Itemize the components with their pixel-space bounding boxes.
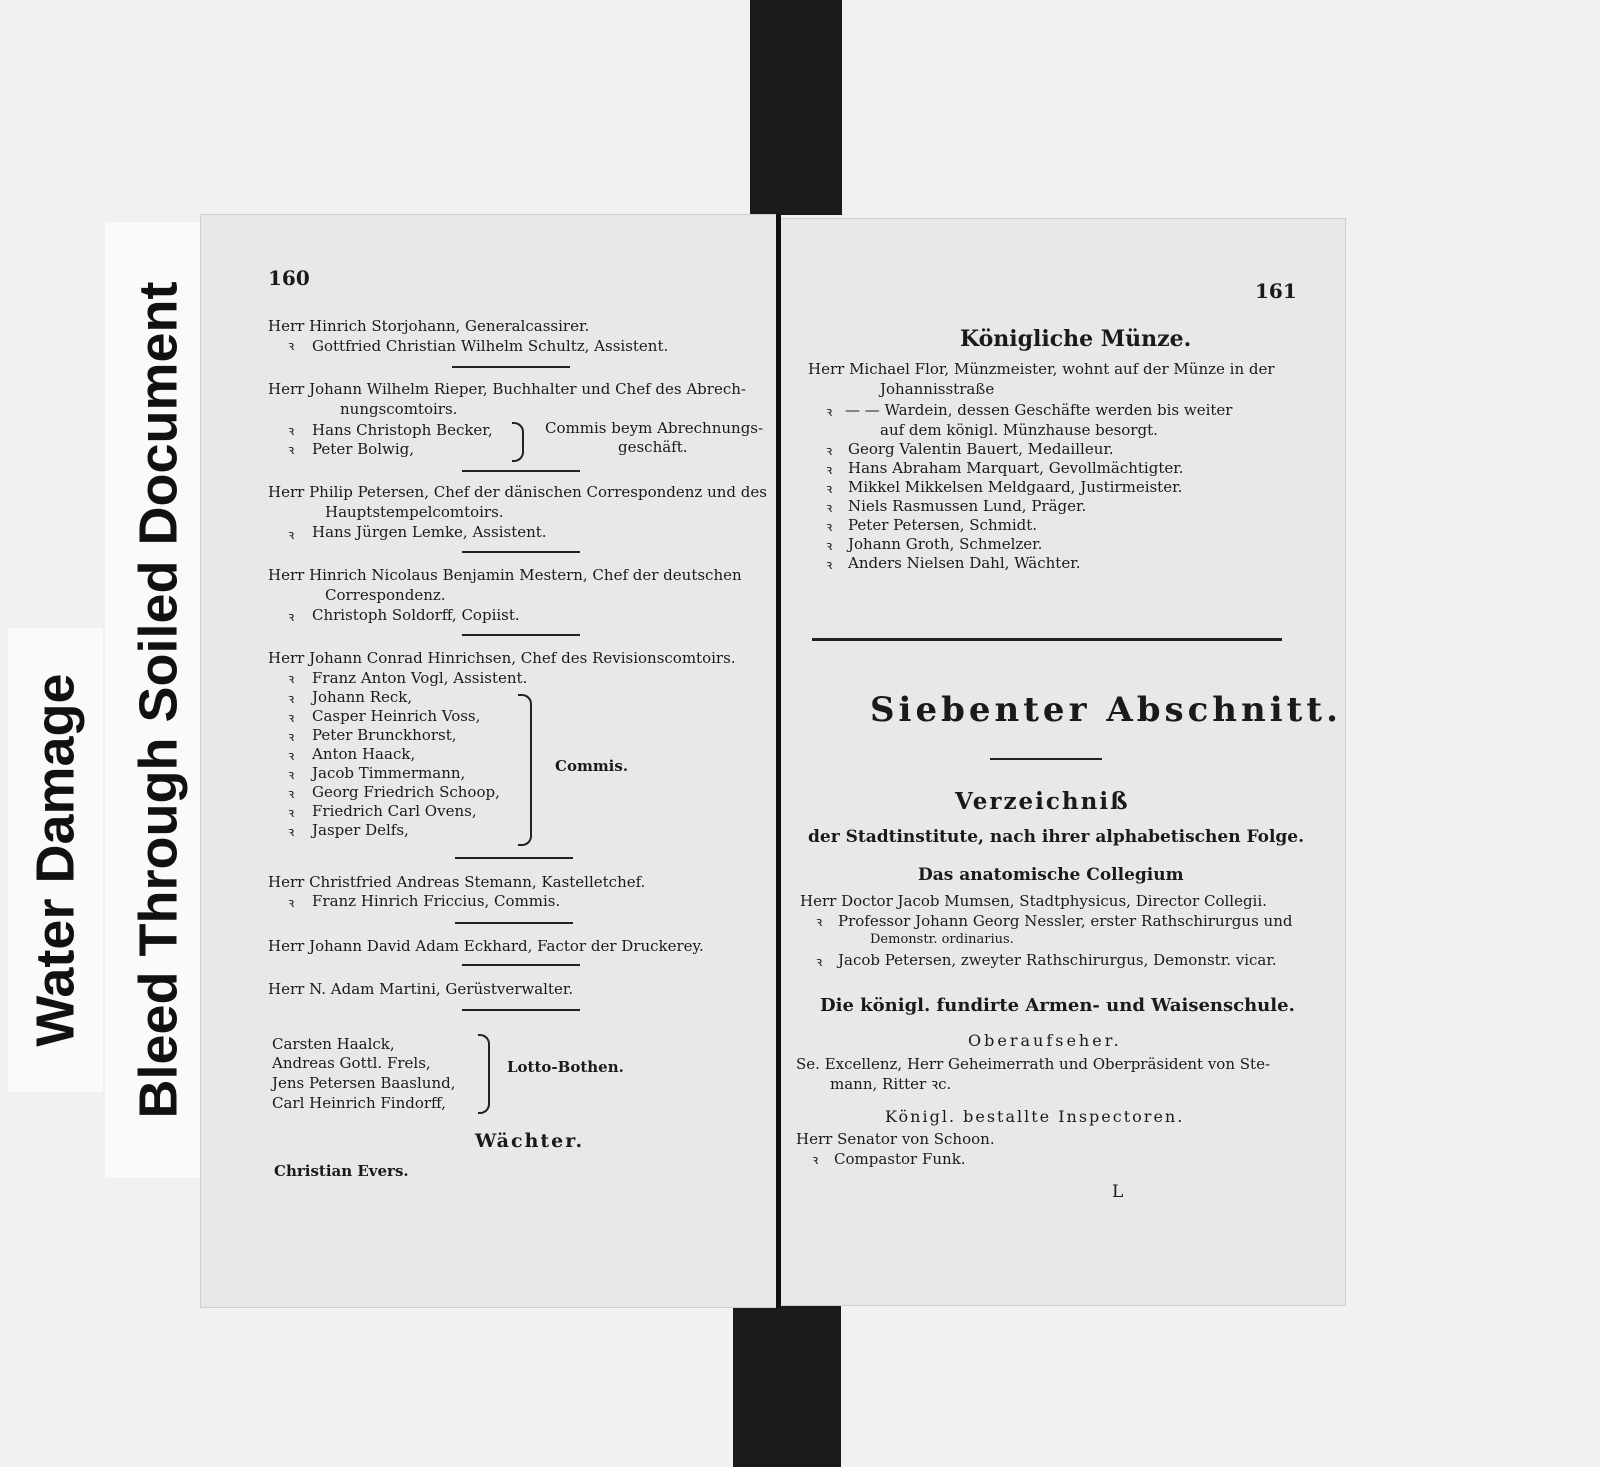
text-line: der Stadtinstitute, nach ihrer alphabetischen Folge.	[808, 827, 1305, 847]
section-heading: Königl. bestallte Inspectoren.	[885, 1107, 1185, 1126]
text-line: Peter Brunckhorst,	[312, 726, 457, 744]
binding-strip-bottom	[733, 1305, 841, 1467]
text-line: nungscomtoirs.	[340, 400, 458, 418]
text-line: Jacob Petersen, zweyter Rathschirurgus, Demonstr. vicar.	[838, 951, 1277, 969]
section-rule	[462, 551, 580, 553]
ditto-mark: ꝛ	[816, 915, 823, 930]
ditto-mark: ꝛ	[826, 482, 833, 497]
section-heading: Wächter.	[475, 1130, 585, 1152]
text-line: Compastor Funk.	[834, 1150, 966, 1168]
text-line: Correspondenz.	[325, 586, 446, 604]
ditto-mark: ꝛ	[826, 558, 833, 573]
catchword: L	[1112, 1182, 1124, 1202]
brace	[518, 694, 532, 846]
text-line: Herr Johann Conrad Hinrichsen, Chef des Revisionscomtoirs.	[268, 649, 736, 667]
text-line: Carsten Haalck,	[272, 1035, 395, 1053]
text-line: Gottfried Christian Wilhelm Schultz, Assistent.	[312, 337, 669, 355]
ditto-mark: ꝛ	[826, 405, 833, 420]
text-line: Herr Hinrich Storjohann, Generalcassirer.	[268, 317, 590, 335]
text-line: Demonstr. ordinarius.	[870, 932, 1014, 947]
bleed-through-label: Bleed Through Soiled Document	[128, 281, 189, 1119]
text-line: Georg Valentin Bauert, Medailleur.	[848, 440, 1114, 458]
ditto-mark: ꝛ	[288, 806, 295, 821]
section-rule	[462, 470, 580, 472]
ditto-mark: ꝛ	[288, 692, 295, 707]
ditto-mark: ꝛ	[288, 787, 295, 802]
text-line: Anton Haack,	[312, 745, 416, 763]
text-line: Jens Petersen Baaslund,	[272, 1074, 456, 1092]
brace	[478, 1034, 490, 1114]
page-gutter	[776, 214, 781, 1308]
text-line: Lotto-Bothen.	[507, 1058, 624, 1076]
text-line: Casper Heinrich Voss,	[312, 707, 481, 725]
text-line: Hans Jürgen Lemke, Assistent.	[312, 523, 547, 541]
section-rule	[455, 857, 573, 859]
ditto-mark: ꝛ	[288, 711, 295, 726]
text-line: Niels Rasmussen Lund, Präger.	[848, 497, 1087, 515]
text-line: Commis.	[555, 757, 629, 775]
water-damage-label: Water Damage	[25, 673, 86, 1047]
text-line: Herr Senator von Schoon.	[796, 1130, 995, 1148]
text-line: Herr Philip Petersen, Chef der dänischen Correspondenz und des	[268, 483, 767, 501]
bleed-through-panel	[105, 222, 212, 1178]
text-line: Mikkel Mikkelsen Meldgaard, Justirmeister.	[848, 478, 1183, 496]
section-rule	[462, 634, 580, 636]
text-line: Commis beym Abrechnungs-	[545, 419, 764, 437]
ditto-mark: ꝛ	[288, 528, 295, 543]
ditto-mark: ꝛ	[288, 825, 295, 840]
text-line: Christian Evers.	[274, 1162, 409, 1180]
section-rule	[462, 964, 580, 966]
chapter-title: Siebenter Abschnitt.	[870, 690, 1342, 730]
text-line: Herr Christfried Andreas Stemann, Kastelletchef.	[268, 873, 646, 891]
ditto-mark: ꝛ	[288, 672, 295, 687]
right-page-number: 161	[1255, 279, 1297, 303]
text-line: Peter Petersen, Schmidt.	[848, 516, 1038, 534]
ditto-mark: ꝛ	[288, 730, 295, 745]
text-line: Franz Hinrich Friccius, Commis.	[312, 892, 561, 910]
text-line: Herr Hinrich Nicolaus Benjamin Mestern, Chef der deutschen	[268, 566, 742, 584]
ditto-mark: ꝛ	[812, 1153, 819, 1168]
text-line: Herr Michael Flor, Münzmeister, wohnt auf der Münze in der	[808, 360, 1275, 378]
section-rule	[462, 1009, 580, 1011]
binding-strip-top	[750, 0, 842, 215]
text-line: Se. Excellenz, Herr Geheimerrath und Oberpräsident von Ste-	[796, 1055, 1271, 1073]
text-line: Herr Doctor Jacob Mumsen, Stadtphysicus, Director Collegii.	[800, 892, 1267, 910]
text-line: mann, Ritter ꝛc.	[830, 1075, 952, 1093]
text-line: Jacob Timmermann,	[312, 764, 466, 782]
ditto-mark: ꝛ	[288, 749, 295, 764]
ditto-mark: ꝛ	[288, 443, 295, 458]
text-line: Christoph Soldorff, Copiist.	[312, 606, 520, 624]
text-line: Johannisstraße	[880, 380, 995, 398]
text-line: Andreas Gottl. Frels,	[272, 1054, 431, 1072]
text-line: Anders Nielsen Dahl, Wächter.	[848, 554, 1081, 572]
text-line: Hans Christoph Becker,	[312, 421, 493, 439]
ditto-mark: ꝛ	[826, 539, 833, 554]
section-heading: Oberaufseher.	[968, 1031, 1122, 1050]
section-heading: Das anatomische Collegium	[918, 865, 1184, 885]
ditto-mark: ꝛ	[826, 444, 833, 459]
water-damage-panel	[8, 628, 103, 1092]
section-rule	[990, 758, 1102, 760]
ditto-mark: ꝛ	[288, 896, 295, 911]
text-line: — — Wardein, dessen Geschäfte werden bis weiter	[845, 401, 1233, 419]
text-line: Carl Heinrich Findorff,	[272, 1094, 446, 1112]
text-line: Herr N. Adam Martini, Gerüstverwalter.	[268, 980, 574, 998]
text-line: Professor Johann Georg Nessler, erster Rathschirurgus und	[838, 912, 1293, 930]
section-rule	[455, 922, 573, 924]
text-line: Georg Friedrich Schoop,	[312, 783, 500, 801]
section-heading: Die königl. fundirte Armen- und Waisenschule.	[820, 995, 1295, 1016]
text-line: Hans Abraham Marquart, Gevollmächtigter.	[848, 459, 1184, 477]
ditto-mark: ꝛ	[288, 339, 295, 354]
section-rule	[452, 366, 570, 368]
text-line: Franz Anton Vogl, Assistent.	[312, 669, 528, 687]
text-line: auf dem königl. Münzhause besorgt.	[880, 421, 1158, 439]
text-line: Herr Johann David Adam Eckhard, Factor der Druckerey.	[268, 937, 704, 955]
left-page-number: 160	[268, 266, 310, 290]
section-heading: Königliche Münze.	[960, 326, 1192, 352]
text-line: Peter Bolwig,	[312, 440, 414, 458]
ditto-mark: ꝛ	[816, 955, 823, 970]
ditto-mark: ꝛ	[288, 424, 295, 439]
ditto-mark: ꝛ	[826, 463, 833, 478]
ditto-mark: ꝛ	[288, 768, 295, 783]
ditto-mark: ꝛ	[826, 520, 833, 535]
text-line: Herr Johann Wilhelm Rieper, Buchhalter und Chef des Abrech-	[268, 380, 746, 398]
text-line: Friedrich Carl Ovens,	[312, 802, 477, 820]
text-line: Johann Groth, Schmelzer.	[848, 535, 1043, 553]
text-line: Jasper Delfs,	[312, 821, 409, 839]
section-heading: Verzeichniß	[955, 788, 1130, 815]
brace	[512, 422, 524, 462]
ditto-mark: ꝛ	[288, 610, 295, 625]
chapter-rule	[812, 638, 1282, 641]
ditto-mark: ꝛ	[826, 501, 833, 516]
text-line: Johann Reck,	[312, 688, 413, 706]
text-line: geschäft.	[618, 438, 688, 456]
text-line: Hauptstempelcomtoirs.	[325, 503, 504, 521]
